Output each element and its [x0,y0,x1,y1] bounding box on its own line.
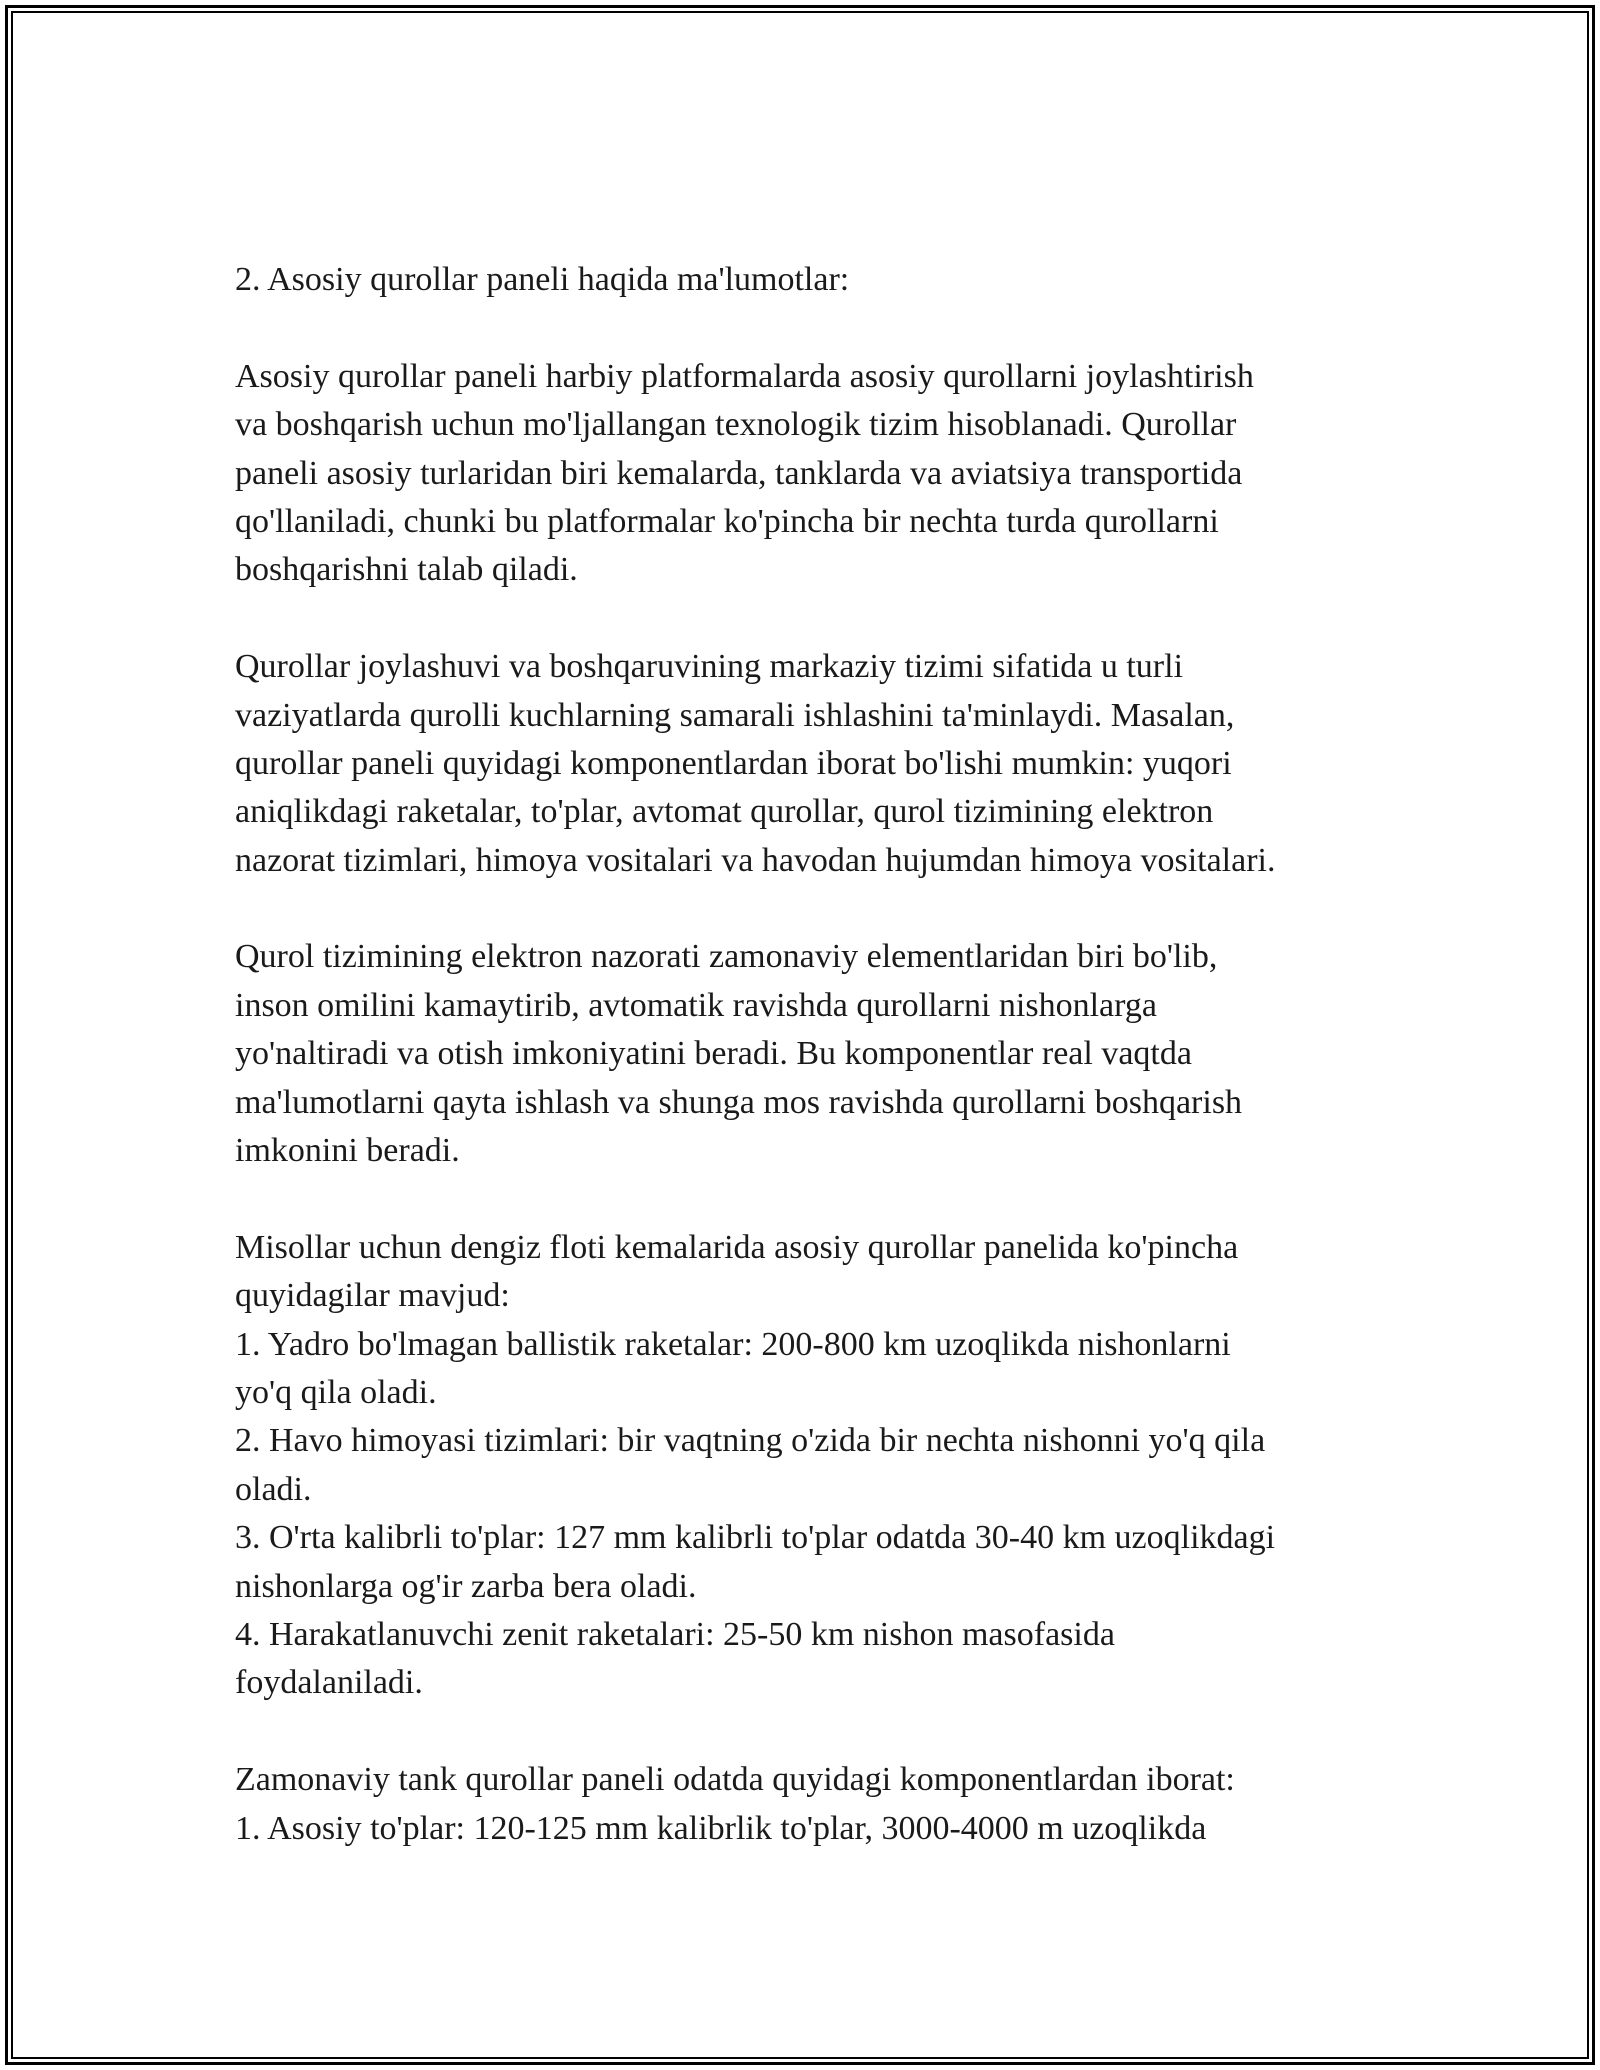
list-item: 3. O'rta kalibrli to'plar: 127 mm kalibrli to'plar odatda 30-40 km uzoqlikdagi [235,1519,1276,1557]
text-line: aniqlikdagi raketalar, to'plar, avtomat qurollar, qurol tizimining elektron [235,793,1214,831]
text-line: nazorat tizimlari, himoya vositalari va havodan hujumdan himoya vositalari. [235,841,1276,879]
list-item: 4. Harakatlanuvchi zenit raketalari: 25-50 km nishon masofasida [235,1615,1115,1653]
text-line: Qurollar joylashuvi va boshqaruvining markaziy tizimi sifatida u turli [235,648,1184,686]
paragraph-gap [235,595,1385,643]
text-line: qurollar paneli quyidagi komponentlardan iborat bo'lishi mumkin: yuqori [235,744,1232,782]
list-item-continued: nishonlarga og'ir zarba bera oladi. [235,1567,697,1605]
list-item: 1. Yadro bo'lmagan ballistik raketalar: 200-800 km uzoqlikda nishonlarni [235,1325,1231,1363]
document-body [235,256,1385,1853]
paragraph-gap [235,885,1385,933]
list-item-continued: foydalaniladi. [235,1664,423,1702]
section-heading [235,256,1385,304]
text-line: boshqarishni talab qiladi. [235,551,578,589]
paragraph-3 [235,933,1385,1175]
text-line: Qurol tizimining elektron nazorati zamonaviy elementlaridan biri bo'lib, [235,938,1218,976]
list-item-continued: yo'q qila oladi. [235,1373,437,1411]
list-item: 2. Havo himoyasi tizimlari: bir vaqtning o'zida bir nechta nishonni yo'q qila [235,1422,1266,1460]
paragraph-4 [235,1224,1385,1708]
text-line: imkonini beradi. [235,1132,460,1170]
text-line: paneli asosiy turlaridan biri kemalarda, tanklarda va aviatsiya transportida [235,454,1243,492]
paragraph-gap [235,1708,1385,1756]
paragraph-5 [235,1756,1385,1853]
list-item: 1. Asosiy to'plar: 120-125 mm kalibrlik to'plar, 3000-4000 m uzoqlikda [235,1809,1207,1847]
text-line: yo'naltiradi va otish imkoniyatini beradi. Bu komponentlar real vaqtda [235,1035,1192,1073]
text-line: ma'lumotlarni qayta ishlash va shunga mos ravishda qurollarni boshqarish [235,1083,1243,1121]
paragraph-gap [235,304,1385,352]
text-line: qo'llaniladi, chunki bu platformalar ko'pincha bir nechta turda qurollarni [235,502,1219,540]
paragraph-1 [235,353,1385,595]
text-line: Misollar uchun dengiz floti kemalarida asosiy qurollar panelida ko'pincha [235,1228,1239,1266]
paragraph-2 [235,643,1385,885]
paragraph-gap [235,1175,1385,1223]
list-item-continued: oladi. [235,1470,312,1508]
text-line: Zamonaviy tank qurollar paneli odatda quyidagi komponentlardan iborat: [235,1761,1235,1799]
text-line: inson omilini kamaytirib, avtomatik ravishda qurollarni nishonlarga [235,986,1157,1024]
text-line: Asosiy qurollar paneli harbiy platformalarda asosiy qurollarni joylashtirish [235,357,1254,395]
text-line: va boshqarish uchun mo'ljallangan texnologik tizim hisoblanadi. Qurollar [235,406,1237,444]
text-line: vaziyatlarda qurolli kuchlarning samarali ishlashini ta'minlaydi. Masalan, [235,696,1235,734]
text-line: quyidagilar mavjud: [235,1277,510,1315]
heading-line: 2. Asosiy qurollar paneli haqida ma'lumotlar: [235,261,850,298]
